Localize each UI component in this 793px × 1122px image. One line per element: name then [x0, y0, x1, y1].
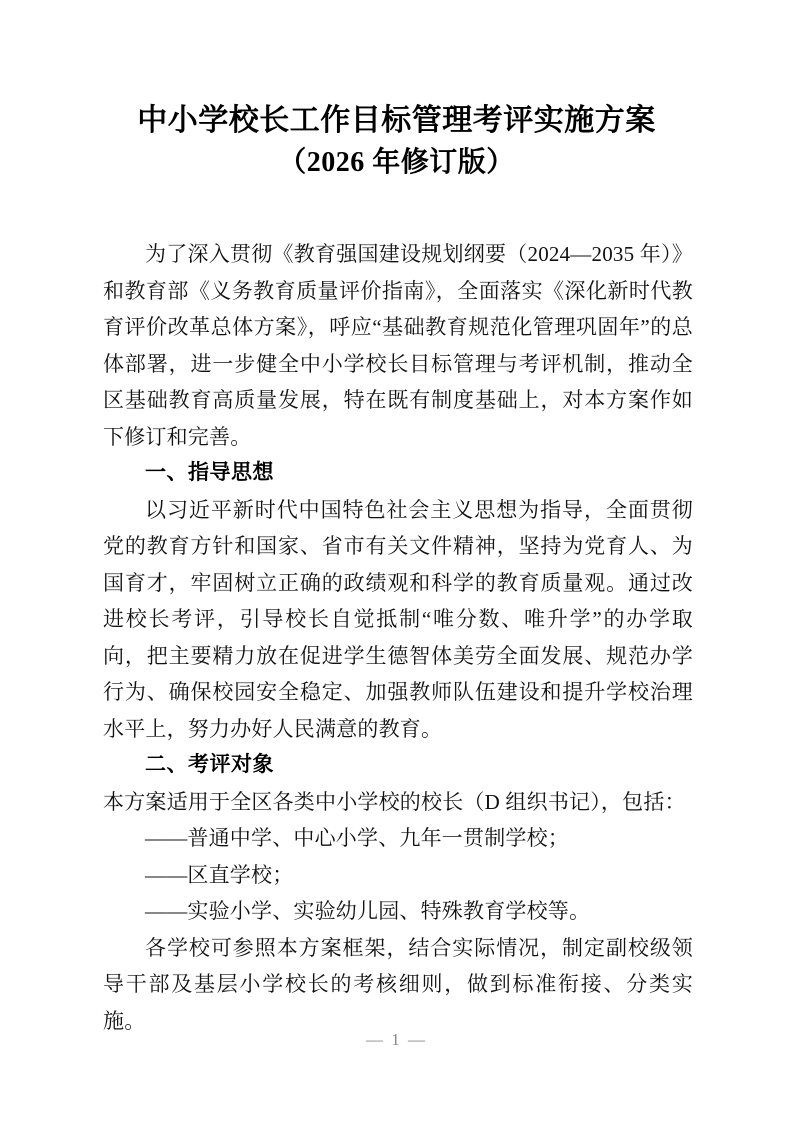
- page-title: [0, 100, 793, 184]
- section-1-paragraph-1: 以习近平新时代中国特色社会主义思想为指导，全面贯彻党的教育方针和国家、省市有关文件精神，坚持为党育人、为国育才，牢固树立正确的政绩观和科学的教育质量观。通过改进校长考评，引导校长自觉抵制“唯分数、唯升学”的办学取向，把主要精力放在促进学生德智体美劳全面发展、规范办学行为、确保校园安全稳定、加强教师队伍建设和提升学校治理水平上，努力办好人民满意的教育。: [103, 497, 693, 741]
- page-number-footer: — 1 —: [366, 1030, 427, 1049]
- preamble-paragraph: 为了深入贯彻《教育强国建设规划纲要（2024—2035 年）》和教育部《义务教育质量评价指南》，全面落实《深化新时代教育评价改革总体方案》，呼应“基础教育规范化管理巩固年”的总体部署，进一步健全中小学校长目标管理与考评机制，推动全区基础教育高质量发展，特在既有制度基础上，对本方案作如下修订和完善。: [103, 242, 693, 449]
- list-item: ——普通中学、中心小学、九年一贯制学校；: [145, 826, 569, 850]
- title-line-primary: 中小学校长工作目标管理考评实施方案: [137, 104, 656, 137]
- list-item: ——实验小学、实验幼儿园、特殊教育学校等。: [145, 899, 591, 923]
- section-heading-guiding-ideology: 一、指导思想: [145, 461, 274, 484]
- section-2-closing-paragraph: 各学校可参照本方案框架，结合实际情况，制定副校级领导干部及基层小学校长的考核细则，做到标准衔接、分类实施。: [103, 935, 693, 1033]
- section-heading-evaluation-targets: 二、考评对象: [145, 753, 274, 776]
- list-item: ——区直学校；: [145, 862, 294, 887]
- document-body: [103, 236, 693, 1039]
- section-2-lead-paragraph: 本方案适用于全区各类中小学校的校长（D 组织书记），包括：: [103, 789, 686, 814]
- title-line-subtitle: （2026 年修订版）: [278, 147, 515, 178]
